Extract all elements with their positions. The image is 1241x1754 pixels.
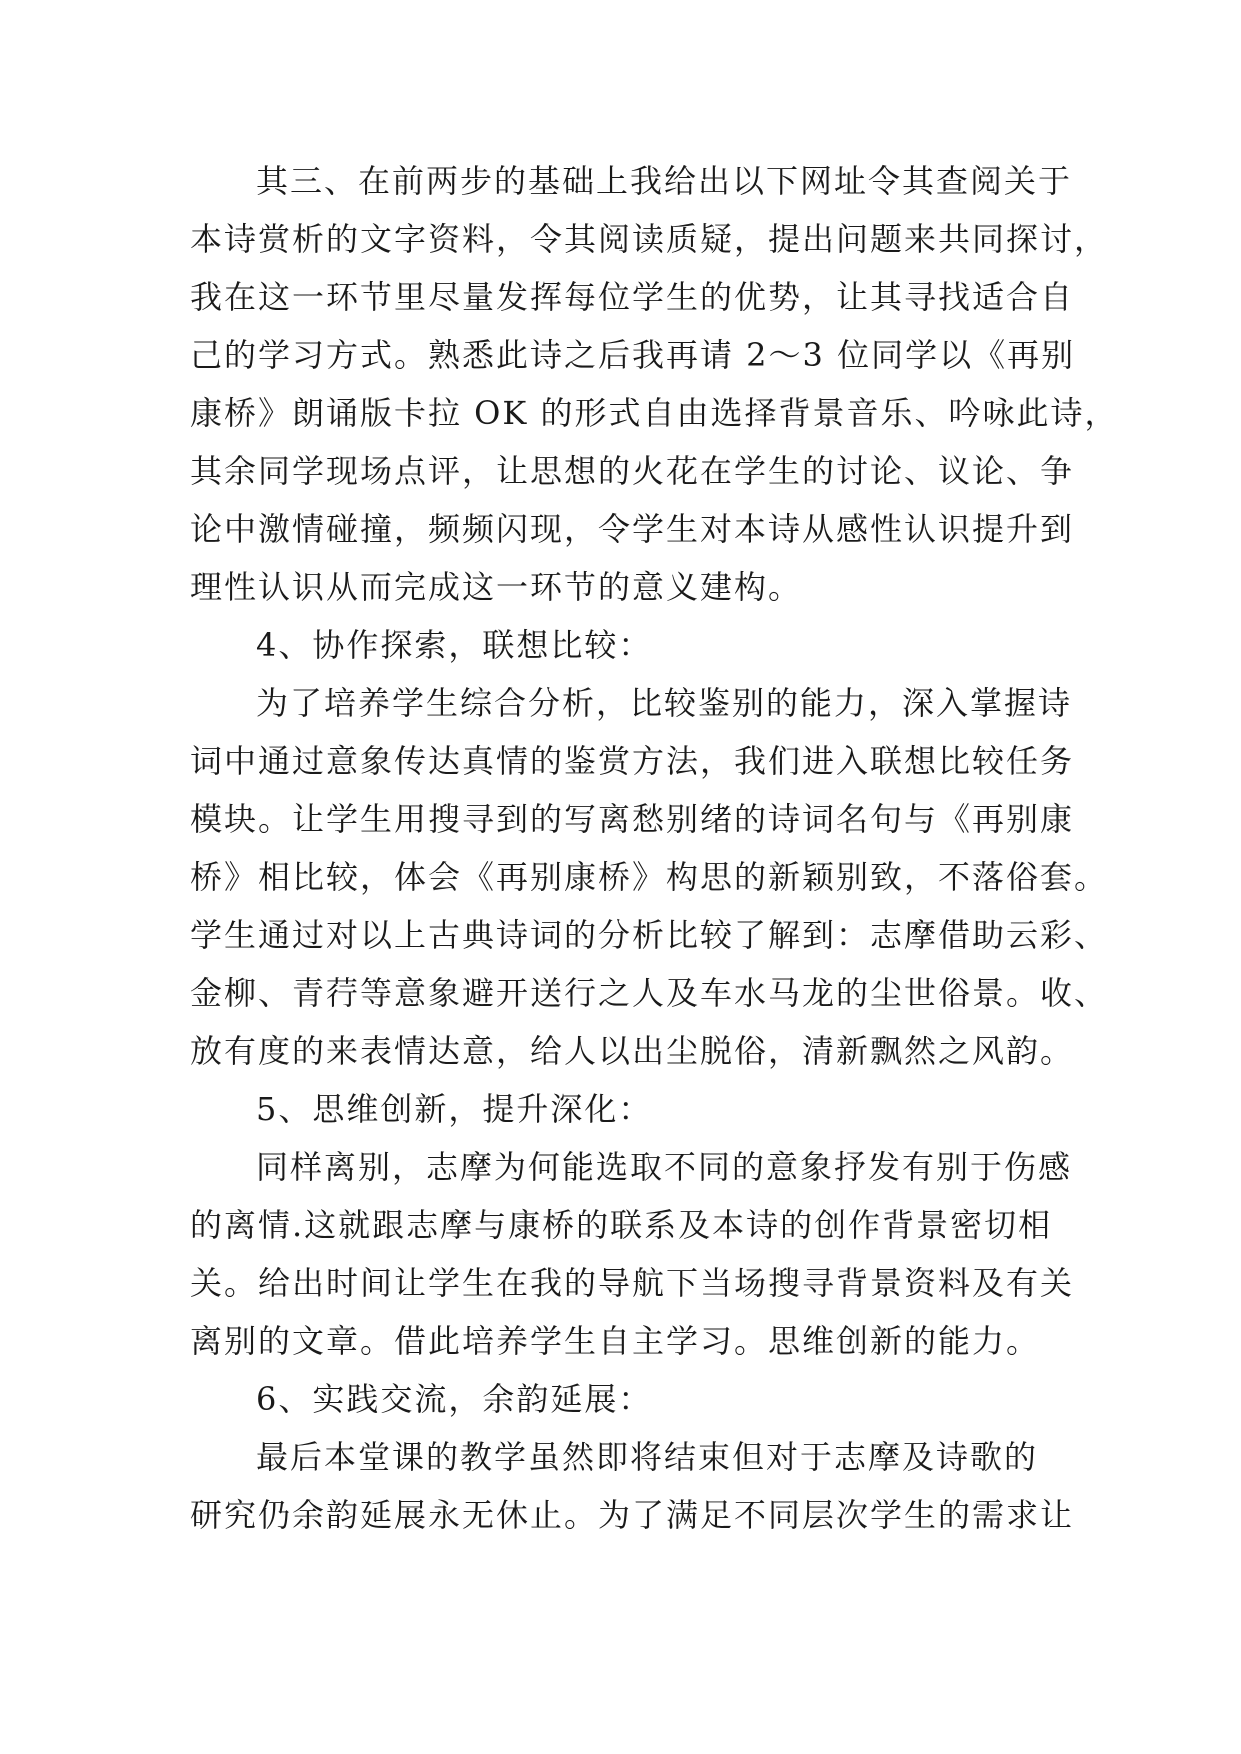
paragraph-line: 康桥》朗诵版卡拉 OK 的形式自由选择背景音乐、吟咏此诗， — [190, 394, 1119, 432]
paragraph-line: 关。给出时间让学生在我的导航下当场搜寻背景资料及有关 — [190, 1264, 1075, 1302]
paragraph-line: 同样离别，志摩为何能选取不同的意象抒发有别于伤感 — [256, 1148, 1073, 1186]
paragraph-line: 的离情.这就跟志摩与康桥的联系及本诗的创作背景密切相 — [190, 1206, 1053, 1244]
paragraph-line: 模块。让学生用搜寻到的写离愁别绪的诗词名句与《再别康 — [190, 800, 1075, 838]
paragraph-line: 其余同学现场点评，让思想的火花在学生的讨论、议论、争 — [190, 452, 1075, 490]
paragraph-line: 研究仍余韵延展永无休止。为了满足不同层次学生的需求让 — [190, 1496, 1075, 1534]
paragraph-line: 放有度的来表情达意，给人以出尘脱俗，清新飘然之风韵。 — [190, 1032, 1075, 1070]
paragraph-line: 论中激情碰撞，频频闪现，令学生对本诗从感性认识提升到 — [190, 510, 1075, 548]
paragraph-line: 己的学习方式。熟悉此诗之后我再请 2～3 位同学以《再别 — [190, 336, 1076, 374]
paragraph-line: 词中通过意象传达真情的鉴赏方法，我们进入联想比较任务 — [190, 742, 1075, 780]
body-text — [190, 152, 1119, 1544]
paragraph-line: 最后本堂课的教学虽然即将结束但对于志摩及诗歌的 — [256, 1438, 1039, 1476]
section-heading: 4、协作探索，联想比较： — [256, 626, 653, 664]
paragraph-line: 离别的文章。借此培养学生自主学习。思维创新的能力。 — [190, 1322, 1041, 1360]
paragraph-line: 本诗赏析的文字资料，令其阅读质疑，提出问题来共同探讨， — [190, 220, 1109, 258]
section-heading: 5、思维创新，提升深化： — [256, 1090, 653, 1128]
paragraph-line: 我在这一环节里尽量发挥每位学生的优势，让其寻找适合自 — [190, 278, 1075, 316]
paragraph-line: 金柳、青荇等意象避开送行之人及车水马龙的尘世俗景。收、 — [190, 974, 1109, 1012]
paragraph-line: 桥》相比较，体会《再别康桥》构思的新颖别致，不落俗套。 — [190, 858, 1109, 896]
paragraph-line: 其三、在前两步的基础上我给出以下网址令其查阅关于 — [256, 162, 1073, 200]
paragraph-line: 理性认识从而完成这一环节的意义建构。 — [190, 568, 803, 606]
section-heading: 6、实践交流，余韵延展： — [256, 1380, 653, 1418]
paragraph-line: 学生通过对以上古典诗词的分析比较了解到：志摩借助云彩、 — [190, 916, 1109, 954]
paragraph-line: 为了培养学生综合分析，比较鉴别的能力，深入掌握诗 — [256, 684, 1073, 722]
